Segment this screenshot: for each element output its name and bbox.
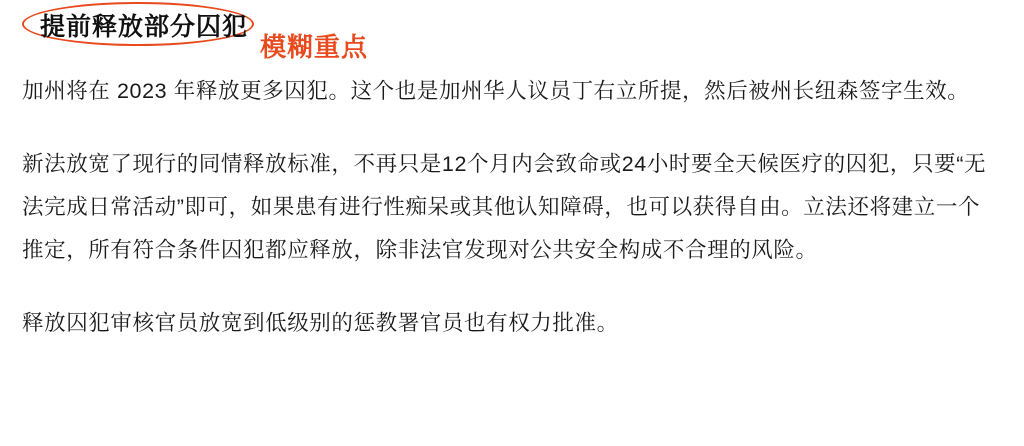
paragraph-3: 释放囚犯审核官员放宽到低级别的惩教署官员也有权力批准。 [22, 311, 619, 335]
heading-row [22, 0, 1002, 66]
paragraph-2: 新法放宽了现行的同情释放标准，不再只是12个月内会致命或24小时要全天候医疗的囚犯，只要“无法完成日常活动”即可，如果患有进行性痴呆或其他认知障碍，也可以获得自由。立法还将建立一个推定，所有符合条件囚犯都应释放，除非法官发现对公共安全构成不合理的风险。 [22, 152, 987, 262]
annotation-label: 模糊重点 [260, 32, 369, 62]
paragraph-1: 加州将在 2023 年释放更多囚犯。这个也是加州华人议员丁右立所提，然后被州长纽森签字生效。 [22, 79, 970, 103]
page-title: 提前释放部分囚犯 [40, 13, 249, 41]
body-text [22, 70, 1002, 345]
